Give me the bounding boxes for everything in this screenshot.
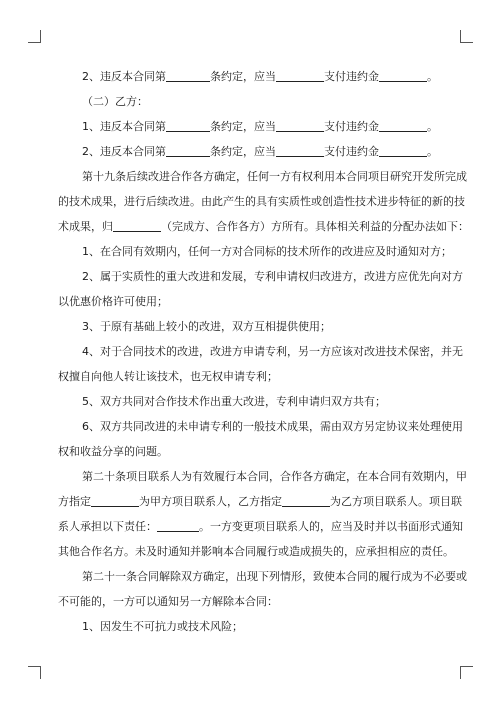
paragraph-line: 的技术成果，进行后续改进。由此产生的具有实质性或创造性技术进步特征的新的技 [58, 195, 465, 208]
paragraph-line: 其他合作名方。未及时通知并影响本合同履行或造成损失的，应承担相应的责任。 [58, 545, 454, 558]
paragraph-line [58, 489, 462, 514]
paragraph-line: 第十九条后续改进合作各方确定，任何一方有权利用本合同项目研究开发所完成 [82, 170, 467, 183]
fill-blank [166, 119, 210, 132]
paragraph-line: 以优惠价格许可使用； [58, 295, 168, 308]
paragraph-line [58, 64, 438, 89]
crop-mark-top-left [28, 30, 41, 43]
paragraph-line: 4、对于合同技术的改进，改进方申请专利，另一方应该对改进技术保密，并无 [82, 345, 463, 358]
paragraph-line: 2、属于实质性的重大改进和发展，专利申请权归改进方，改进方应优先向对方 [82, 270, 463, 283]
fill-blank [276, 119, 324, 132]
text: 为甲方项目联系人，乙方指定 [139, 495, 282, 508]
text: 。 [427, 120, 438, 133]
fill-blank [157, 519, 199, 532]
text: 条约定，应当 [210, 70, 276, 83]
paragraph-line [58, 514, 463, 539]
text: 条约定，应当 [210, 120, 276, 133]
fill-blank [166, 144, 210, 157]
text: 。一方变更项目联系人的，应当及时并以书面形式通知 [199, 520, 463, 533]
fill-blank [379, 119, 427, 132]
text: 。 [427, 145, 438, 158]
text: 1、违反本合同第 [82, 120, 166, 133]
text: 。 [427, 70, 438, 83]
fill-blank [276, 69, 324, 82]
crop-mark-top-right [460, 30, 473, 43]
text: 支付违约金 [324, 120, 379, 133]
crop-mark-bottom-right [460, 666, 473, 679]
paragraph-line: 权擅自向他人转让该技术，也无权申请专利； [58, 370, 278, 383]
paragraph-line: 第二十条项目联系人为有效履行本合同，合作各方确定，在本合同有效期内，甲 [82, 470, 467, 483]
paragraph-line: 1、在合同有效期内，任何一方对合同标的技术所作的改进应及时通知对方； [82, 245, 452, 258]
text: 2、违反本合同第 [82, 70, 166, 83]
text: 条约定，应当 [210, 145, 276, 158]
paragraph-line: 5、双方共同对合作技术作出重大改进，专利申请归双方共有； [82, 395, 386, 408]
paragraph-line [58, 114, 438, 139]
fill-blank [166, 69, 210, 82]
paragraph-line: 第二十一条合同解除双方确定，出现下列情形，致使本合同的履行成为不必要或 [82, 570, 467, 583]
section-heading: （二）乙方： [82, 95, 148, 108]
text: （完成方、合作各方）方所有。具体相关利益的分配办法如下： [161, 220, 469, 233]
paragraph-line: 3、于原有基础上较小的改进，双方互相提供使用； [82, 320, 331, 333]
paragraph-line [58, 214, 469, 239]
text: 方指定 [58, 495, 91, 508]
fill-blank [91, 494, 139, 507]
fill-blank [379, 144, 427, 157]
text: 支付违约金 [324, 145, 379, 158]
paragraph-line: 1、因发生不可抗力或技术风险； [82, 620, 243, 633]
paragraph-line: 不可能的，一方可以通知另一方解除本合同： [58, 595, 278, 608]
text: 术成果，归 [58, 220, 113, 233]
fill-blank [113, 219, 161, 232]
text: 为乙方项目联系人。项目联 [330, 495, 462, 508]
paragraph-line: 权和收益分享的问题。 [58, 445, 168, 458]
fill-blank [276, 144, 324, 157]
text: 支付违约金 [324, 70, 379, 83]
text: 系人承担以下责任： [58, 520, 157, 533]
crop-mark-bottom-left [28, 666, 41, 679]
text: 2、违反本合同第 [82, 145, 166, 158]
document-body [58, 64, 469, 639]
paragraph-line [58, 139, 438, 164]
fill-blank [379, 69, 427, 82]
fill-blank [282, 494, 330, 507]
paragraph-line: 6、双方共同改进的未申请专利的一般技术成果，需由双方另定协议来处理使用 [82, 420, 463, 433]
